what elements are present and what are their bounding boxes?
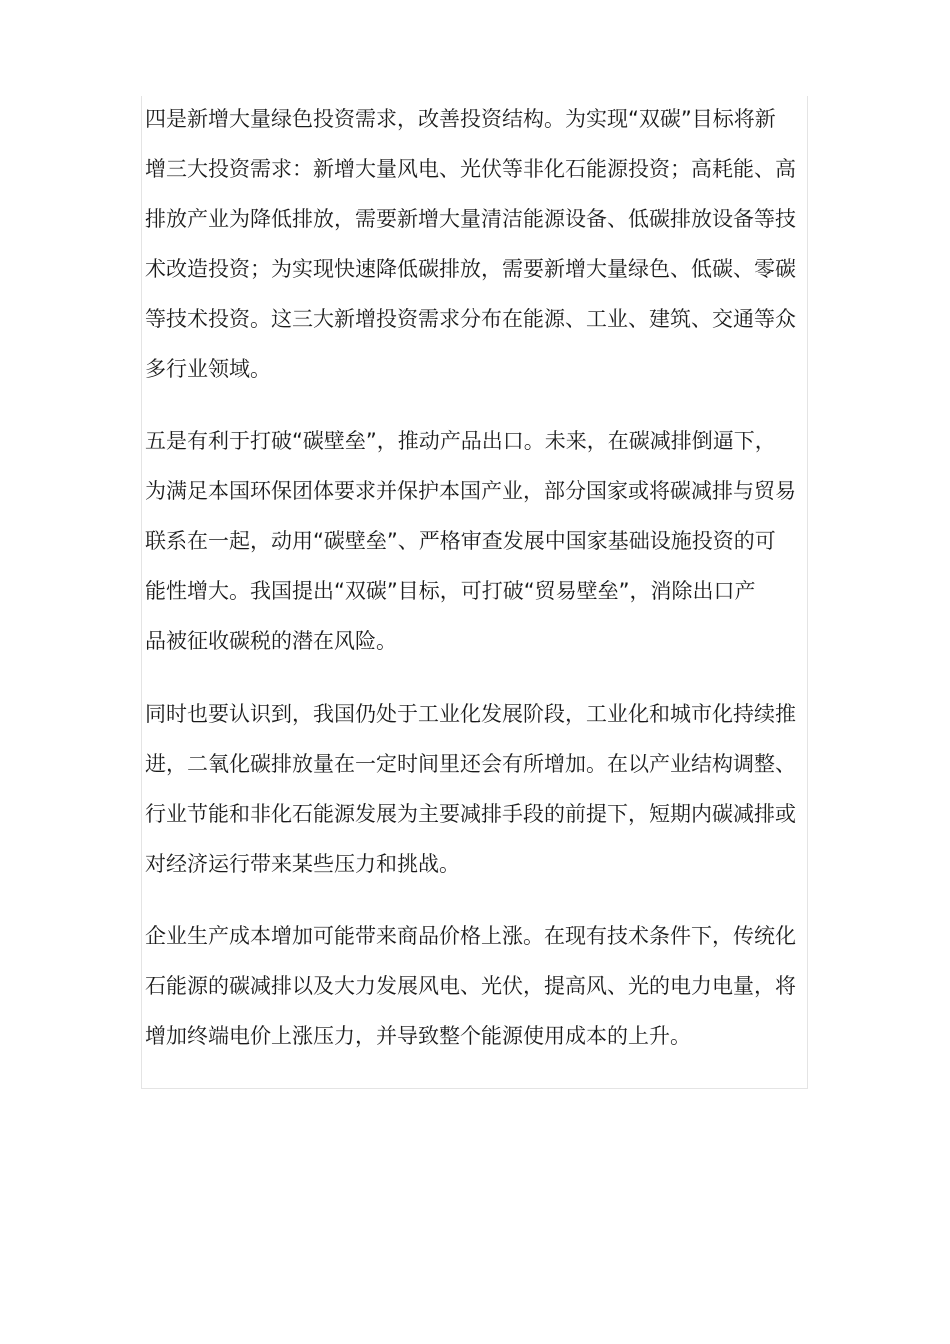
text-line: 石能源的碳减排以及大力发展风电、光伏，提高风、光的电力电量，将 [145,974,796,998]
text-line: 多行业领域。 [145,357,271,381]
text-line: 能性增大。我国提出“双碳”目标，可打破“贸易壁垒”，消除出口产 [145,579,756,603]
text-line: 联系在一起，动用“碳壁垒”、严格审查发展中国家基础设施投资的可 [145,529,776,553]
text-line: 术改造投资；为实现快速降低碳排放，需要新增大量绿色、低碳、零碳 [145,257,796,281]
paragraph-production-cost [145,911,817,1061]
text-line: 排放产业为降低排放，需要新增大量清洁能源设备、低碳排放设备等技 [145,207,796,231]
text-line: 增三大投资需求：新增大量风电、光伏等非化石能源投资；高耗能、高 [145,157,796,181]
text-line: 企业生产成本增加可能带来商品价格上涨。在现有技术条件下，传统化 [145,924,796,948]
text-line: 对经济运行带来某些压力和挑战。 [145,852,460,876]
text-line: 五是有利于打破“碳壁垒”，推动产品出口。未来，在碳减排倒逼下， [145,429,776,453]
text-line: 行业节能和非化石能源发展为主要减排手段的前提下，短期内碳减排或 [145,802,796,826]
text-line: 品被征收碳税的潜在风险。 [145,629,397,653]
paragraph-carbon-barrier [145,416,817,666]
text-line: 为满足本国环保团体要求并保护本国产业，部分国家或将碳减排与贸易 [145,479,796,503]
text-line: 四是新增大量绿色投资需求，改善投资结构。为实现“双碳”目标将新 [145,107,776,131]
text-line: 等技术投资。这三大新增投资需求分布在能源、工业、建筑、交通等众 [145,307,796,331]
paragraph-industrialization [145,689,817,889]
text-line: 同时也要认识到，我国仍处于工业化发展阶段，工业化和城市化持续推 [145,702,796,726]
paragraph-green-investment [145,94,817,394]
text-line: 进，二氧化碳排放量在一定时间里还会有所增加。在以产业结构调整、 [145,752,796,776]
text-line: 增加终端电价上涨压力，并导致整个能源使用成本的上升。 [145,1024,691,1048]
